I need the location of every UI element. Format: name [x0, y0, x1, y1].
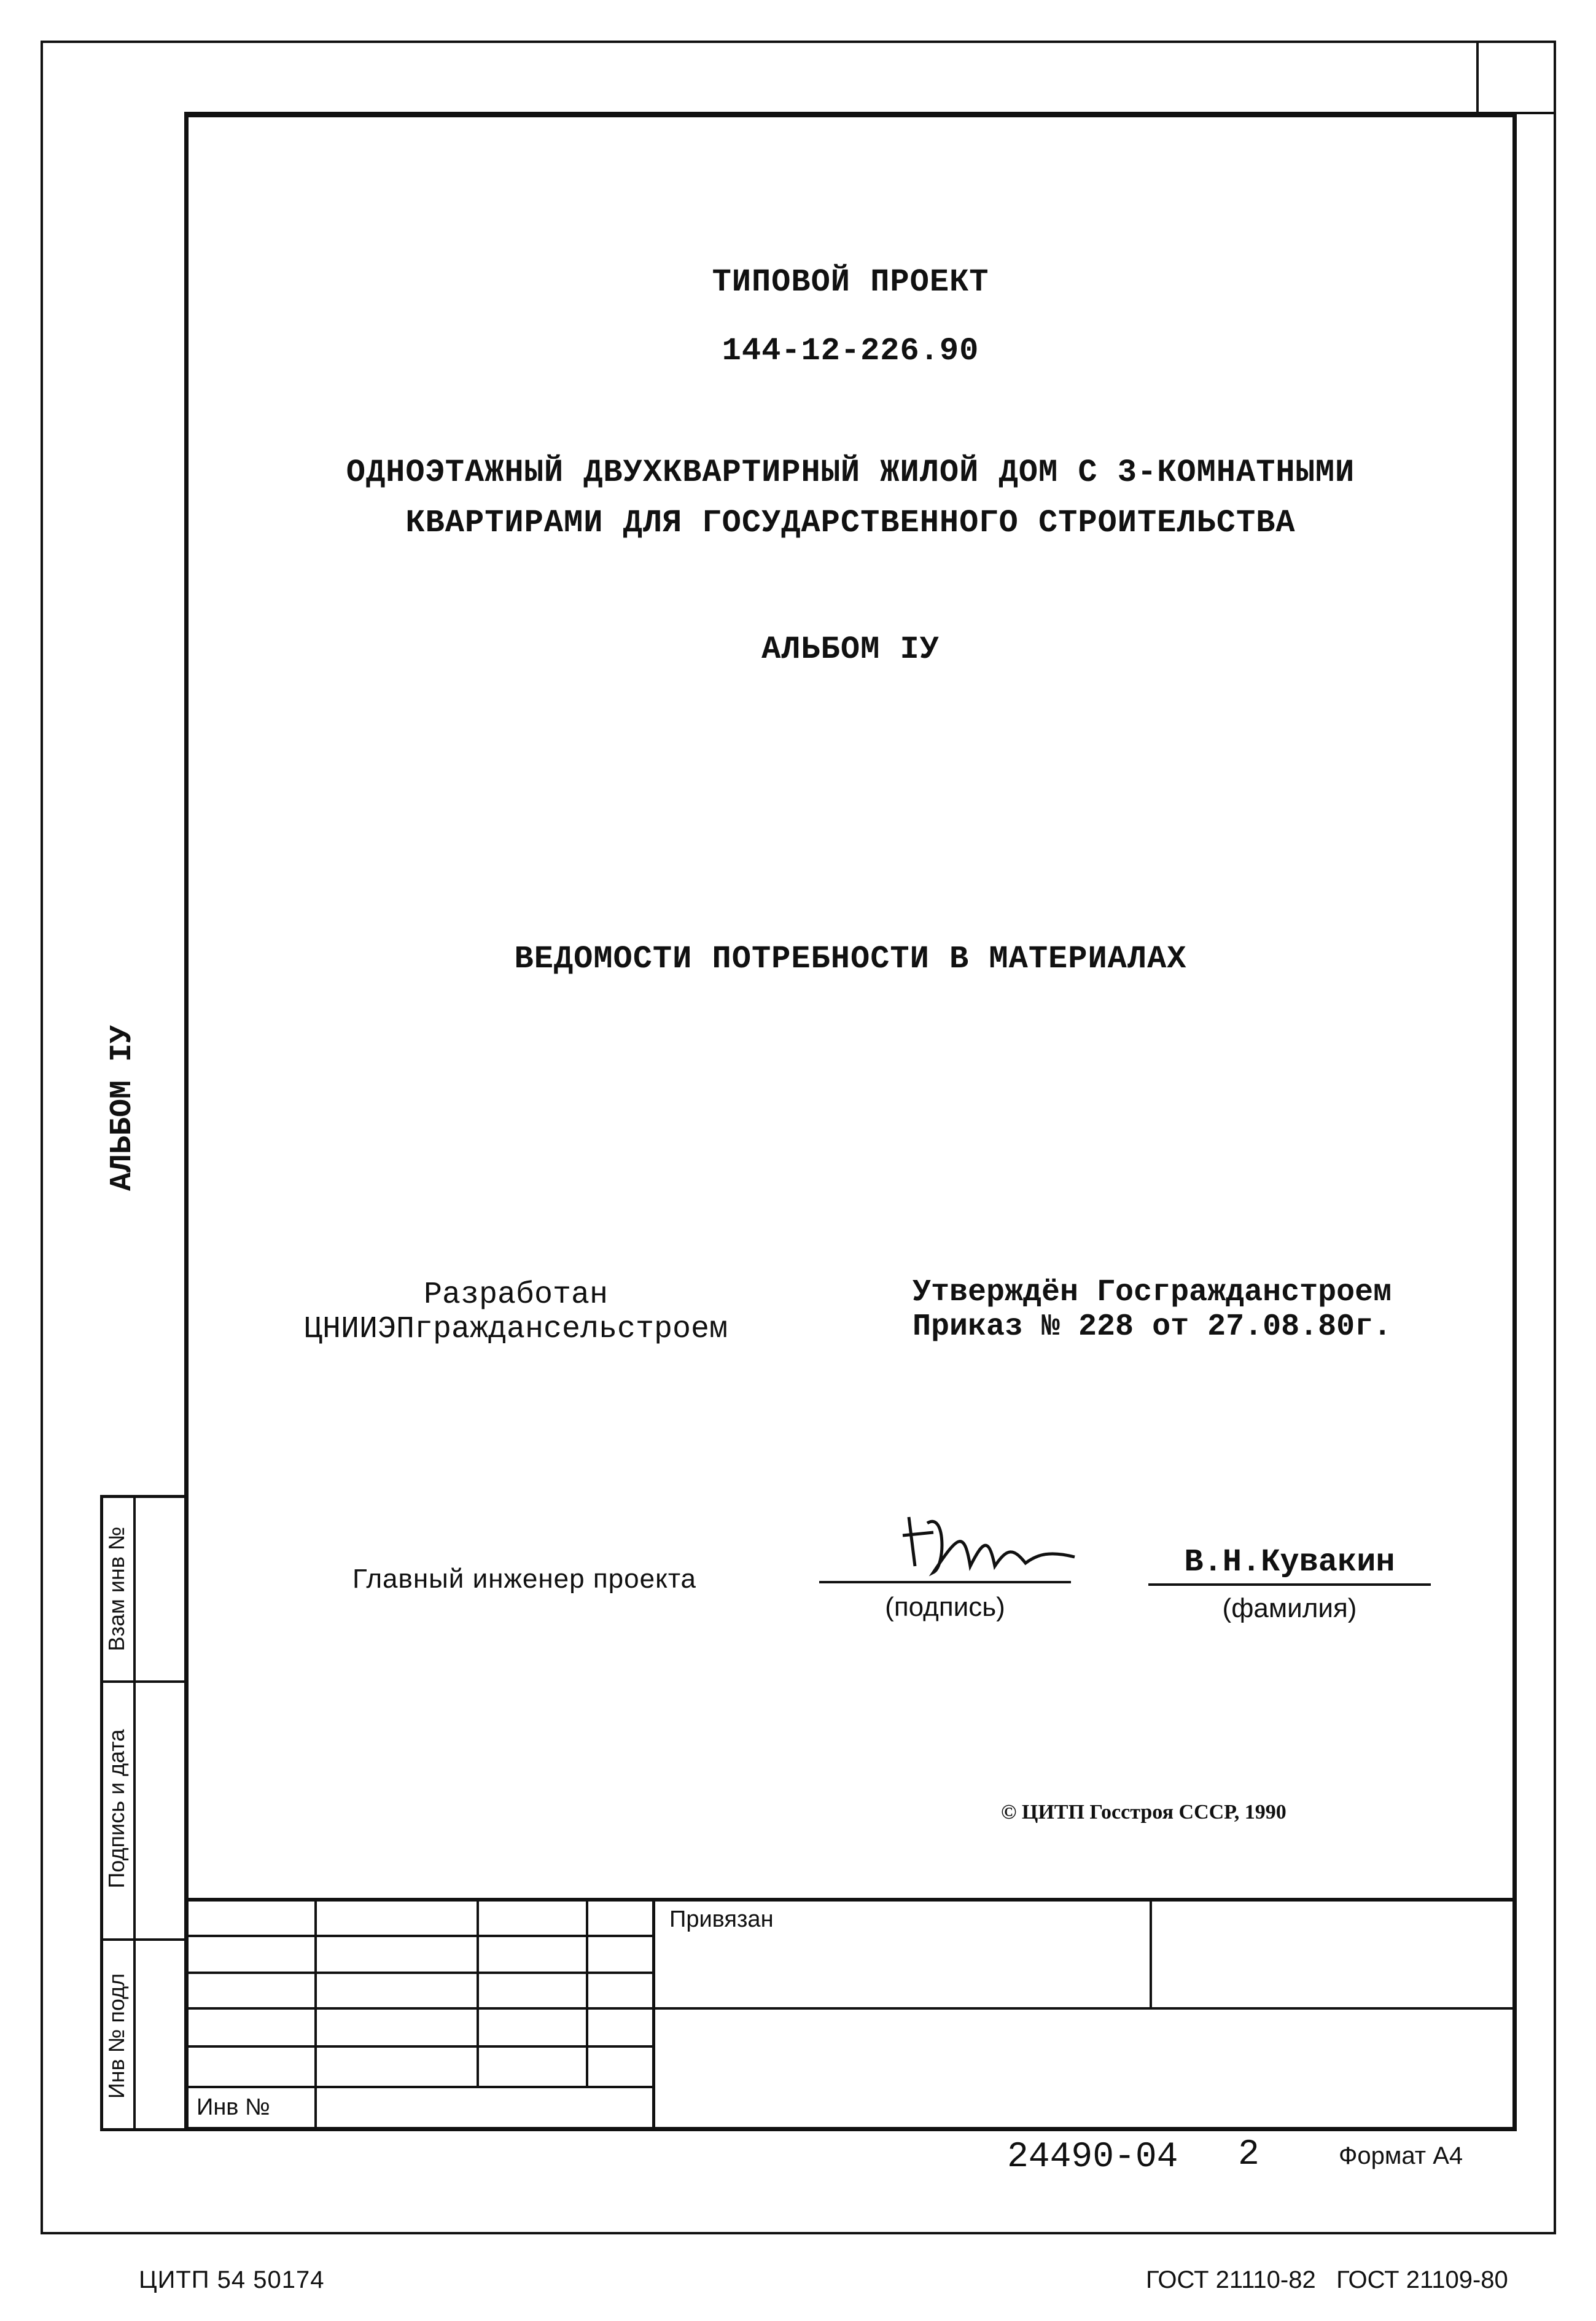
chief-engineer-label: Главный инженер проекта	[352, 1564, 696, 1594]
approval-line-1: Утверждён Госгражданстроем	[913, 1275, 1392, 1310]
stamp-row-4	[184, 2045, 653, 2048]
footer-left: ЦИТП 54 50174	[139, 2266, 325, 2293]
engineer-name: В.Н.Кувакин	[1184, 1544, 1395, 1580]
stamp-row-1	[184, 1935, 653, 1937]
subtitle: ВЕДОМОСТИ ПОТРЕБНОСТИ В МАТЕРИАЛАХ	[514, 941, 1187, 977]
stamp-col-4	[652, 1898, 655, 2131]
doc-number: 24490-04	[1007, 2137, 1178, 2177]
side-label-vzam-inv: Взам инв №	[104, 1526, 129, 1652]
title-line-2: КВАРТИРАМИ ДЛЯ ГОСУДАРСТВЕННОГО СТРОИТЕЛЬСТВА	[405, 505, 1296, 541]
corner-divider	[1476, 41, 1479, 114]
name-line	[1148, 1583, 1431, 1586]
developer-line-2: ЦНИИЭПграждансельстроем	[303, 1312, 728, 1347]
stamp-col-1	[314, 1898, 317, 2131]
format-label: Формат А4	[1339, 2142, 1463, 2169]
project-number: 144-12-226.90	[722, 333, 979, 369]
album-label: АЛЬБОМ IУ	[761, 631, 940, 668]
title-line-1: ОДНОЭТАЖНЫЙ ДВУХКВАРТИРНЫЙ ЖИЛОЙ ДОМ С 3-КОМНАТНЫМИ	[346, 454, 1355, 491]
stamp-row-3	[184, 2007, 1517, 2010]
stamp-inv-no: Инв №	[197, 2094, 270, 2120]
copyright: © ЦИТП Госстроя СССР, 1990	[1001, 1801, 1287, 1824]
stamp-top-line	[184, 1898, 1517, 1902]
side-label-inv-podl: Инв № подл	[104, 1973, 129, 2099]
side-album-label: АЛЬБОМ IУ	[105, 1024, 140, 1192]
sheet-number: 2	[1238, 2135, 1259, 2175]
stamp-col-5	[1150, 1898, 1152, 2007]
name-caption: (фамилия)	[1222, 1593, 1357, 1623]
footer-right: ГОСТ 21110-82 ГОСТ 21109-80	[1146, 2266, 1508, 2293]
signature-caption: (подпись)	[885, 1592, 1005, 1622]
stamp-row-5	[184, 2086, 653, 2088]
stamp-col-2	[477, 1898, 479, 2088]
stamp-row-2	[184, 1972, 653, 1974]
side-stamp-sep2	[100, 1938, 188, 1941]
main-frame	[184, 113, 1517, 2131]
signature-line	[819, 1581, 1071, 1583]
stamp-col-3	[586, 1898, 588, 2088]
approval-line-2: Приказ № 228 от 27.08.80г.	[913, 1309, 1392, 1344]
side-stamp-divider	[133, 1495, 136, 2131]
stamp-privyazan: Привязан	[669, 1906, 774, 1932]
project-type: ТИПОВОЙ ПРОЕКТ	[712, 264, 989, 300]
developer-line-1: Разработан	[423, 1278, 609, 1313]
side-label-podpis-data: Подпись и дата	[104, 1729, 129, 1889]
